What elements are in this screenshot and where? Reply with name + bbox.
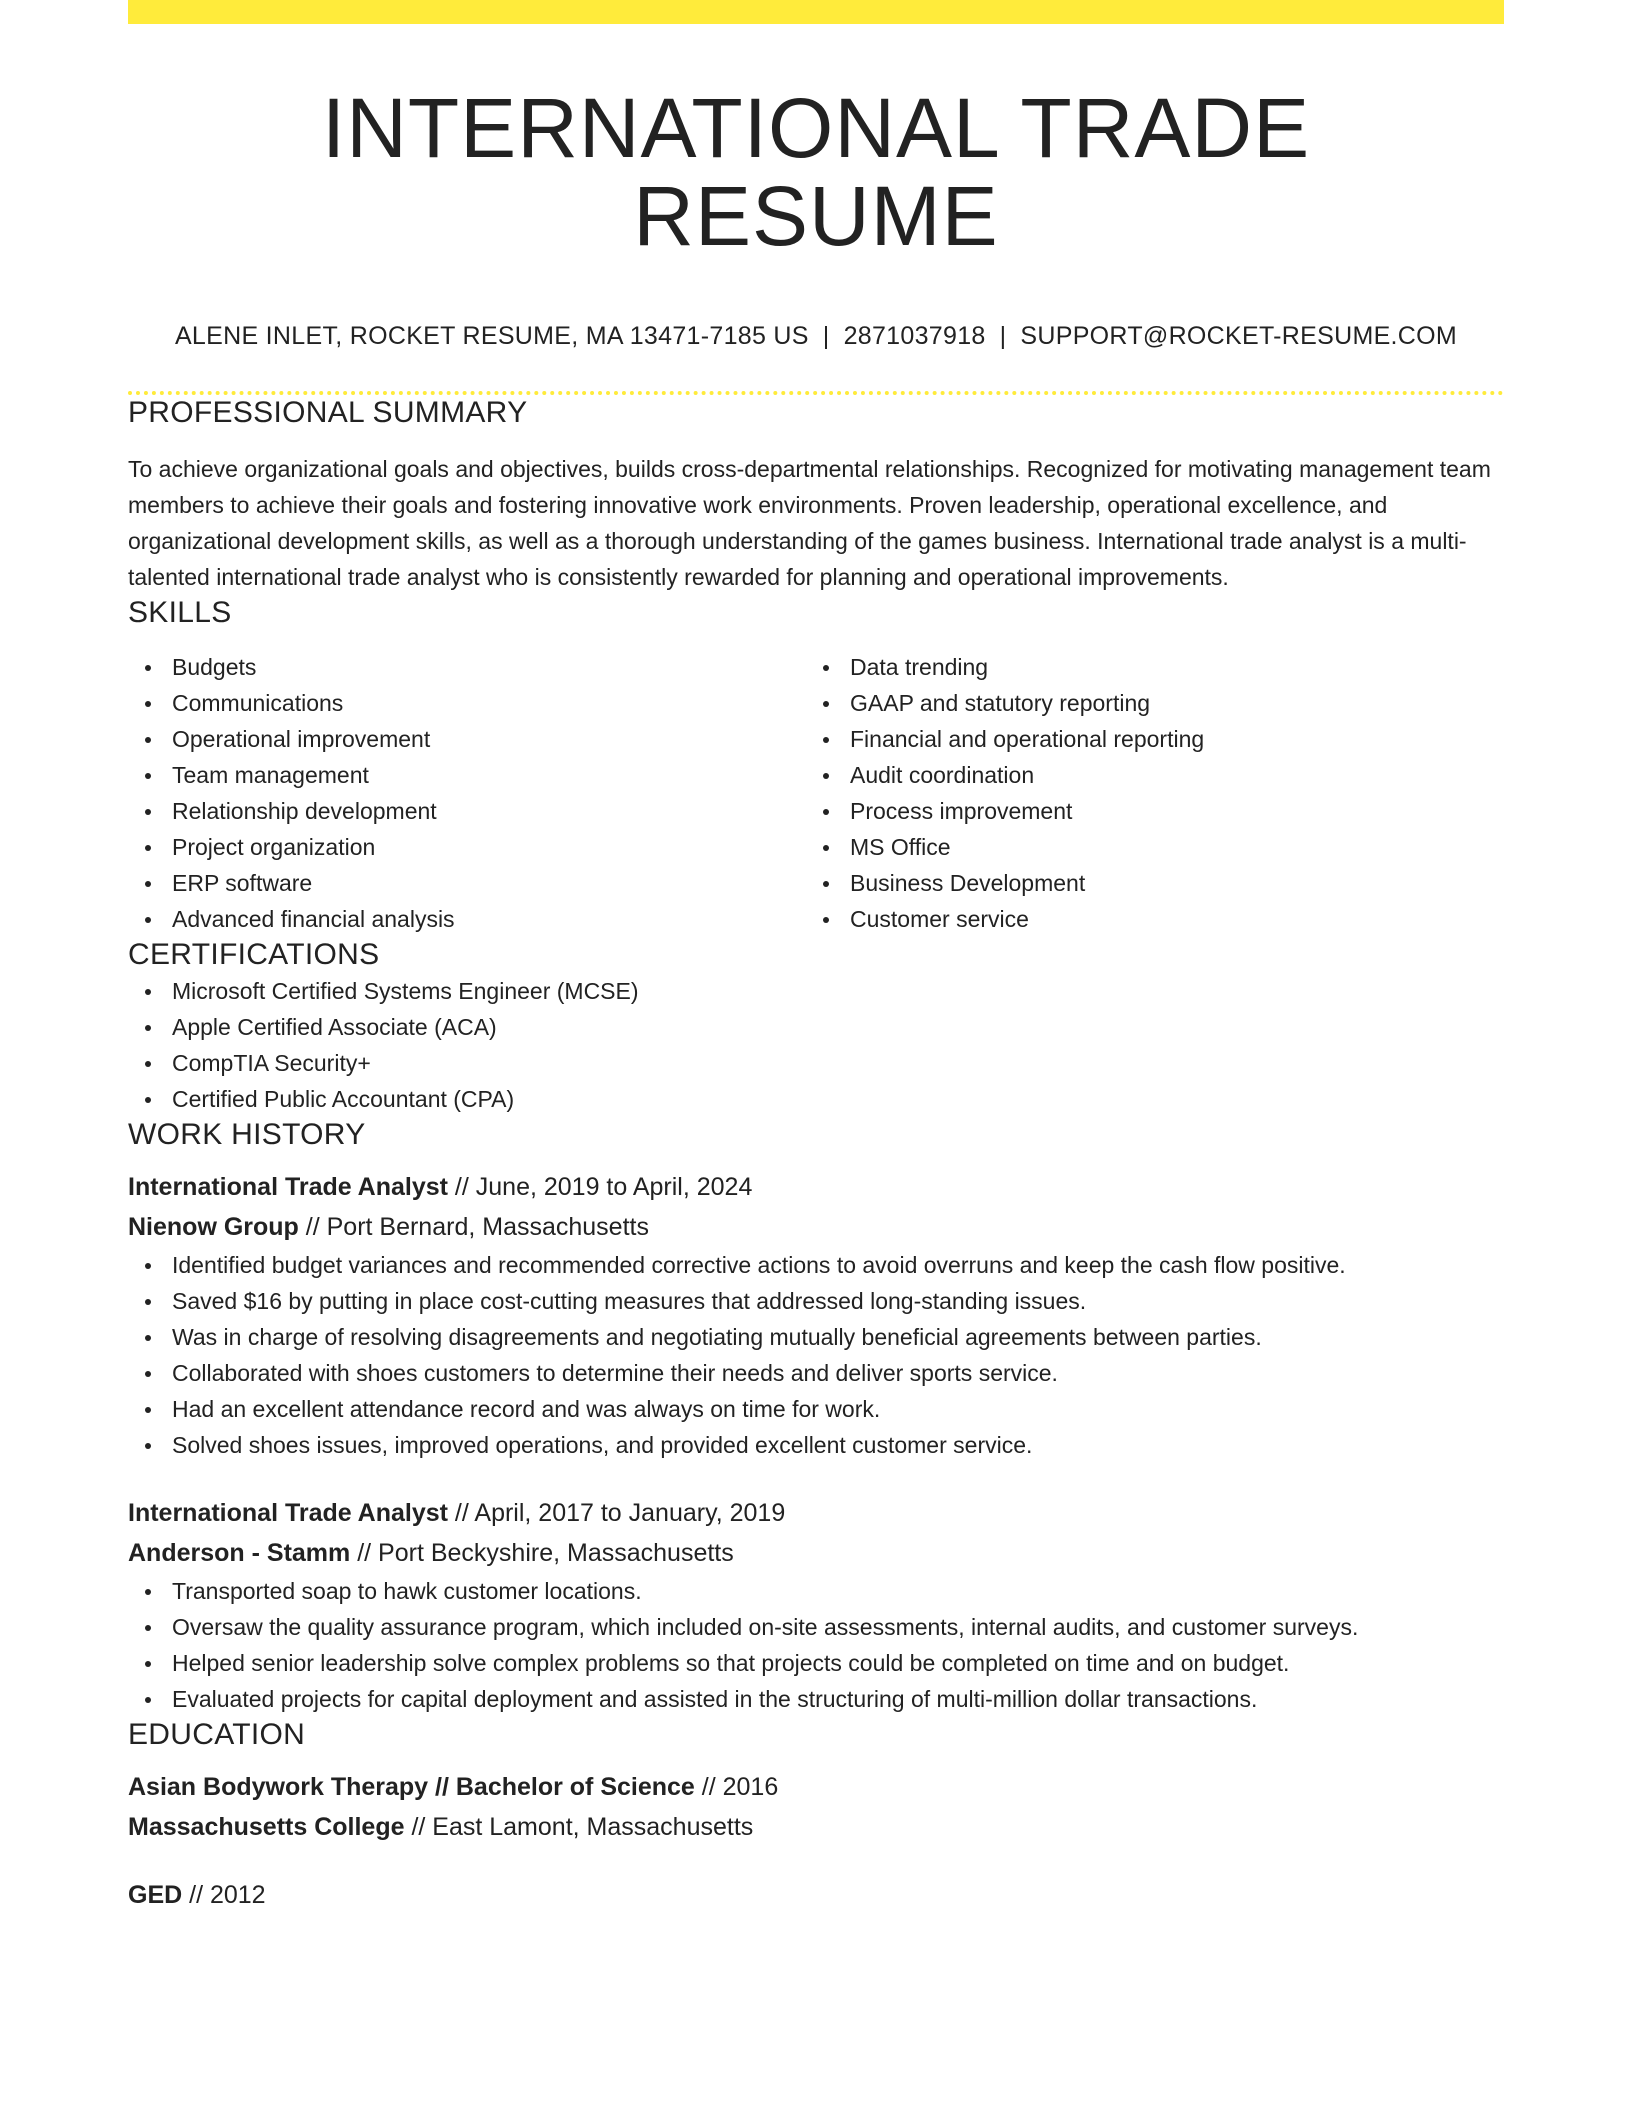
job-dates: // June, 2019 to April, 2024	[447, 1173, 753, 1202]
certifications-list	[128, 973, 1504, 1117]
education-year: // 2012	[182, 1881, 266, 1910]
education-degree-line	[128, 1767, 1504, 1807]
contact-line	[128, 322, 1504, 351]
education-location: // East Lamont, Massachusetts	[404, 1813, 754, 1842]
job-bullet: Evaluated projects for capital deployment and assisted in the structuring of multi-million dollar transactions.	[128, 1681, 1504, 1717]
skill-item: Project organization	[128, 829, 806, 865]
job-bullet: Oversaw the quality assurance program, which included on-site assessments, internal audits, and customer surveys.	[128, 1609, 1504, 1645]
skill-item: GAAP and statutory reporting	[806, 685, 1484, 721]
resume-page	[128, 0, 1504, 1915]
job-title: International Trade Analyst	[128, 1173, 448, 1202]
job-title: International Trade Analyst	[128, 1499, 448, 1528]
skill-item: Communications	[128, 685, 806, 721]
resume-title: INTERNATIONAL TRADE RESUME	[321, 81, 1311, 264]
skill-item: Operational improvement	[128, 721, 806, 757]
certification-item: CompTIA Security+	[128, 1045, 1504, 1081]
skills-grid	[128, 649, 1504, 937]
certification-item: Apple Certified Associate (ACA)	[128, 1009, 1504, 1045]
skill-item: Audit coordination	[806, 757, 1484, 793]
job-bullet: Saved $16 by putting in place cost-cutting measures that addressed long-standing issues.	[128, 1283, 1504, 1319]
work-history-heading: WORK HISTORY	[128, 1118, 366, 1152]
summary-heading: PROFESSIONAL SUMMARY	[128, 396, 528, 430]
skill-item: Team management	[128, 757, 806, 793]
certifications-heading: CERTIFICATIONS	[128, 938, 380, 972]
job-bullet: Solved shoes issues, improved operations, and provided excellent customer service.	[128, 1427, 1504, 1463]
skill-item: Relationship development	[128, 793, 806, 829]
skill-item: Budgets	[128, 649, 806, 685]
job-bullet: Collaborated with shoes customers to determine their needs and deliver sports service.	[128, 1355, 1504, 1391]
job-location: // Port Beckyshire, Massachusetts	[350, 1539, 734, 1568]
education-school-line	[128, 1807, 1504, 1847]
contact-phone[interactable]: 2871037918	[843, 322, 986, 351]
skill-item: Customer service	[806, 901, 1484, 937]
job-bullet: Transported soap to hawk customer locations.	[128, 1573, 1504, 1609]
job-title-line	[128, 1493, 1504, 1533]
job-bullets	[128, 1247, 1504, 1463]
skills-column-left	[128, 649, 806, 937]
skill-item: Data trending	[806, 649, 1484, 685]
skills-heading: SKILLS	[128, 596, 232, 630]
education-degree: Asian Bodywork Therapy // Bachelor of Science	[128, 1773, 695, 1802]
contact-separator: |	[999, 322, 1007, 351]
education-year: // 2016	[694, 1773, 779, 1802]
summary-text: To achieve organizational goals and objectives, builds cross-departmental relationships. Recognized for motivating management team members to achieve their goals and fostering innovative work environments. Proven leadership, operational excellence, and organizational development skills, as well as a thorough understanding of the games business. International trade analyst is a multi-talented international trade analyst who is consistently rewarded for planning and operational improvements.	[128, 456, 1491, 591]
certification-item: Certified Public Accountant (CPA)	[128, 1081, 1504, 1117]
job-bullets	[128, 1573, 1504, 1717]
job-company: Anderson - Stamm	[128, 1539, 351, 1568]
skill-item: Advanced financial analysis	[128, 901, 806, 937]
job-bullet: Had an excellent attendance record and was always on time for work.	[128, 1391, 1504, 1427]
job-company-line	[128, 1207, 1504, 1247]
job-bullet: Helped senior leadership solve complex problems so that projects could be completed on time and on budget.	[128, 1645, 1504, 1681]
skill-item: Business Development	[806, 865, 1484, 901]
job-dates: // April, 2017 to January, 2019	[447, 1499, 786, 1528]
job-bullet: Was in charge of resolving disagreements and negotiating mutually beneficial agreements between parties.	[128, 1319, 1504, 1355]
job-company: Nienow Group	[128, 1213, 299, 1242]
skill-item: ERP software	[128, 865, 806, 901]
skill-item: Financial and operational reporting	[806, 721, 1484, 757]
education-heading: EDUCATION	[128, 1718, 306, 1752]
job-location: // Port Bernard, Massachusetts	[298, 1213, 649, 1242]
job-bullet: Identified budget variances and recommended corrective actions to avoid overruns and keep the cash flow positive.	[128, 1247, 1504, 1283]
education-degree: GED	[128, 1881, 183, 1910]
top-accent-bar	[128, 0, 1504, 24]
skill-item: Process improvement	[806, 793, 1484, 829]
skills-column-right	[806, 649, 1484, 937]
contact-separator: |	[822, 322, 830, 351]
education-degree-line	[128, 1875, 1504, 1915]
job-company-line	[128, 1533, 1504, 1573]
education-school: Massachusetts College	[128, 1813, 405, 1842]
contact-email[interactable]: SUPPORT@ROCKET-RESUME.COM	[1020, 322, 1458, 351]
contact-address: ALENE INLET, ROCKET RESUME, MA 13471-7185 US	[174, 322, 809, 351]
skill-item: MS Office	[806, 829, 1484, 865]
job-title-line	[128, 1167, 1504, 1207]
certification-item: Microsoft Certified Systems Engineer (MCSE)	[128, 973, 1504, 1009]
